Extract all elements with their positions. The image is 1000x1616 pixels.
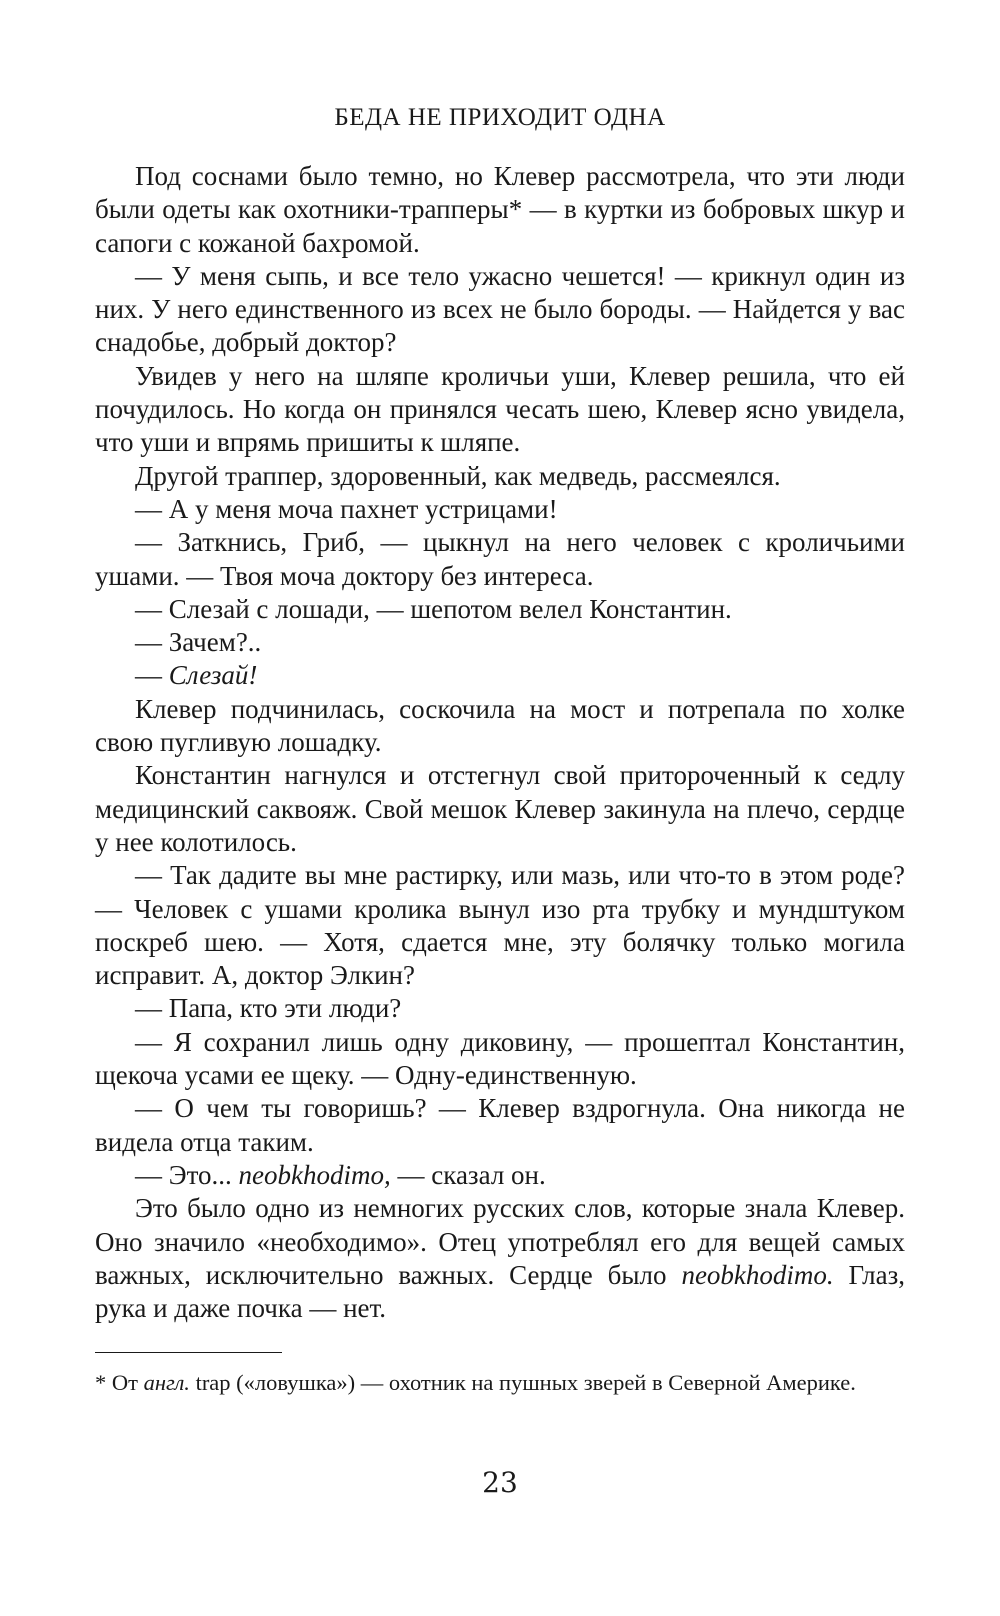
paragraph: — Зачем?.. (135, 627, 262, 658)
footnote (95, 1368, 905, 1398)
italic-text: neobkhodimo. (681, 1259, 834, 1290)
body-text (95, 160, 905, 1325)
text-run: — сказал он. (390, 1159, 546, 1190)
paragraph: — Так дадите вы мне растирку, или мазь, или что-то в этом роде? — Человек с ушами кролика вынул изо рта трубку и мундштуком поскреб шею. — Хотя, сдается мне, эту болячку только могила исправит. А, доктор Элкин? (95, 860, 905, 991)
italic-text: neobkhodimo, (238, 1159, 391, 1190)
paragraph (95, 1159, 905, 1192)
footnote-divider (95, 1352, 282, 1353)
footnote-abbr: англ. (143, 1370, 190, 1395)
paragraph: — О чем ты говоришь? — Клевер вздрогнула. Она никогда не видела отца таким. (95, 1093, 905, 1157)
text-run: — Это... (135, 1159, 239, 1190)
paragraph (95, 659, 905, 692)
paragraph: Увидев у него на шляпе кроличьи уши, Клевер решила, что ей почудилось. Но когда он принялся чесать шею, Клевер ясно увидела, что уши и впрямь пришиты к шляпе. (95, 360, 905, 458)
paragraph: — Слезай с лошади, — шепотом велел Константин. (135, 593, 732, 624)
paragraph: Клевер подчинилась, соскочила на мост и потрепала по холке свою пугливую лошадку. (95, 693, 905, 758)
paragraph: — У меня сыпь, и все тело ужасно чешется! — крикнул один из них. У него единственного из всех не было бороды. — Найдется у вас снадобье, добрый доктор? (95, 260, 905, 358)
paragraph: Под соснами было темно, но Клевер рассмотрела, что эти люди были одеты как охотники-трапперы* — в куртки из бобровых шкур и сапоги с кожаной бахромой. (95, 161, 905, 258)
paragraph: — Папа, кто эти люди? (135, 993, 402, 1024)
page-number: 23 (482, 1466, 518, 1499)
text-run: Глаз, рука и даже почка — нет. (95, 1259, 906, 1324)
paragraph: Другой траппер, здоровенный, как медведь, рассмеялся. (135, 460, 781, 491)
italic-text: Слезай! (168, 660, 258, 691)
dialogue-dash: — (135, 660, 169, 691)
paragraph: — Заткнись, Гриб, — цыкнул на него человек с кроличьими ушами. — Твоя моча доктору без интереса. (95, 527, 905, 591)
paragraph: — Я сохранил лишь одну диковину, — прошептал Константин, щекоча усами ее щеку. — Одну-единственную. (95, 1026, 905, 1091)
footnote-marker: * От (95, 1370, 144, 1395)
footnote-text: trap («ловушка») — охотник на пушных зверей в Северной Америке. (189, 1370, 856, 1395)
running-title: БЕДА НЕ ПРИХОДИТ ОДНА (334, 104, 666, 131)
text-run: Это было одно из немногих русских слов, которые знала Клевер. Оно значило «необходимо». Отец употреблял его для вещей самых важных, исключительно важных. Сердце было (95, 1193, 905, 1290)
paragraph: — А у меня моча пахнет устрицами! (135, 493, 558, 524)
paragraph (95, 1192, 905, 1325)
paragraph: Константин нагнулся и отстегнул свой притороченный к седлу медицинский саквояж. Свой мешок Клевер закинула на плечо, сердце у нее колотилось. (95, 760, 905, 857)
